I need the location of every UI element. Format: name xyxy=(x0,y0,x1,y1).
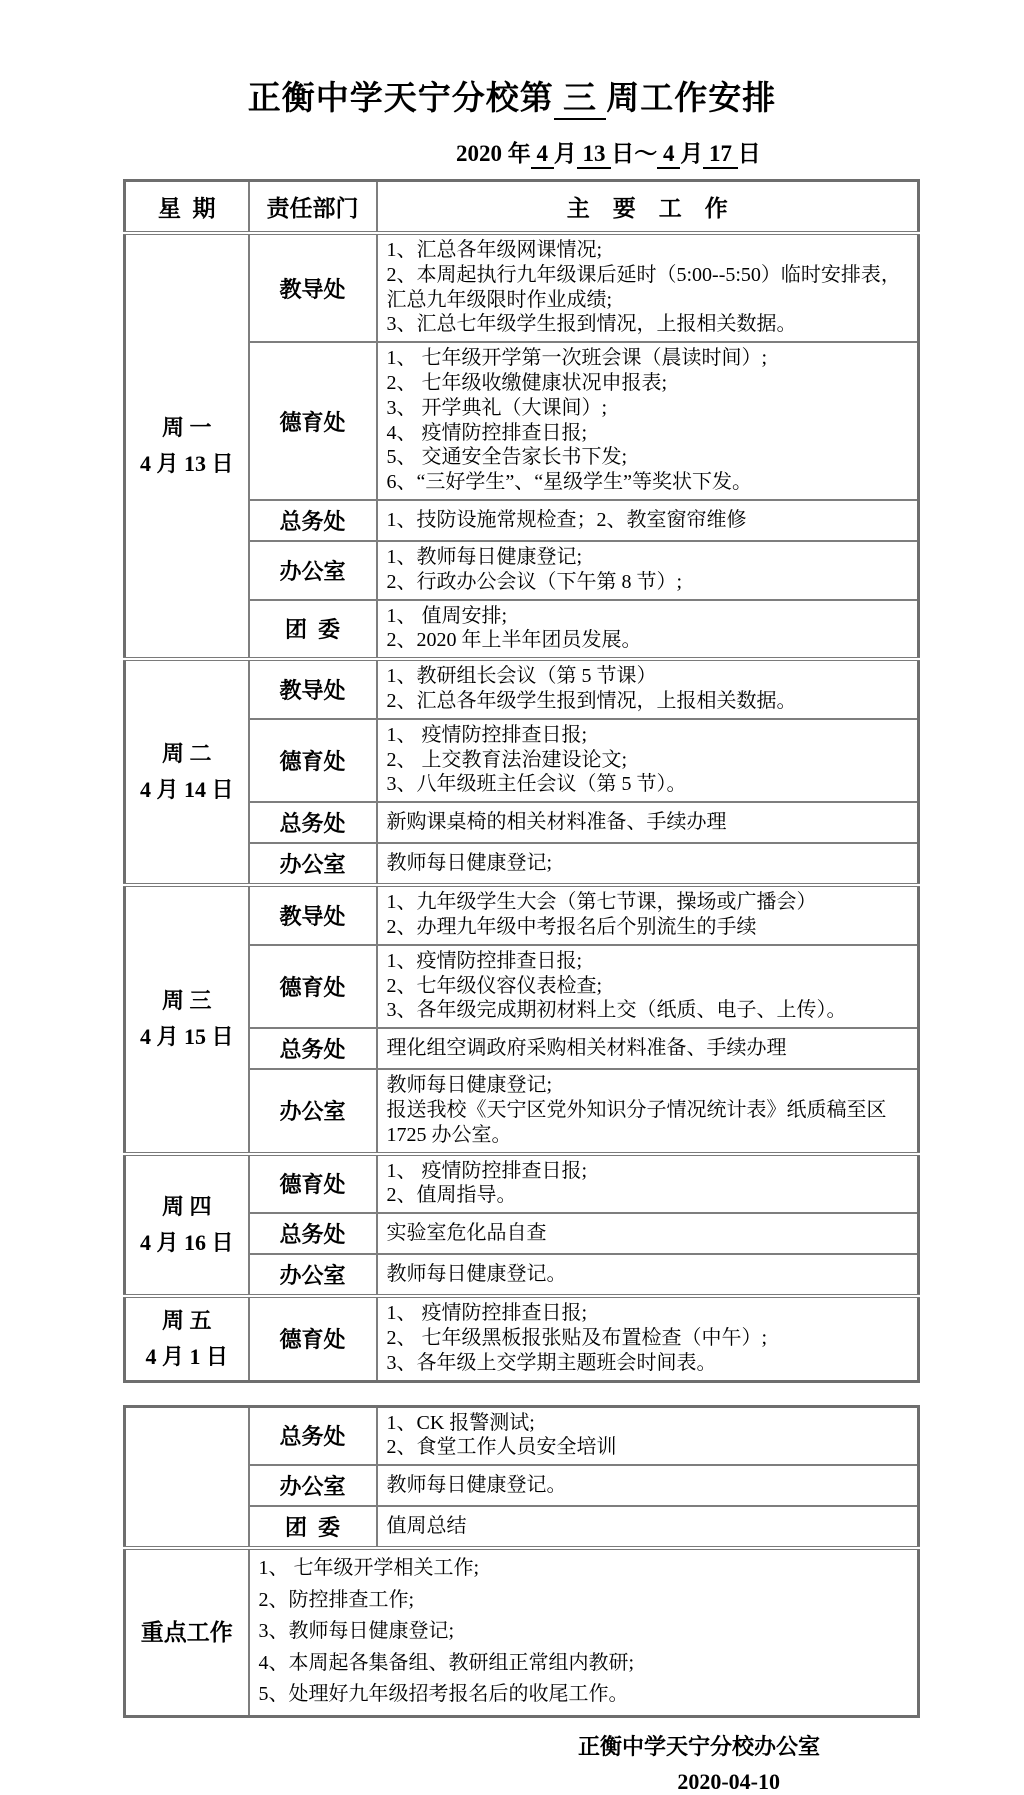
day-date: 4 月 1 日 xyxy=(145,1343,228,1369)
day-cell xyxy=(125,1154,249,1297)
date-text: 日 xyxy=(737,141,761,166)
work-cell xyxy=(377,1213,919,1254)
work-item: 2、 七年级黑板报张贴及布置检查（中午）; xyxy=(386,1326,768,1349)
work-cell xyxy=(377,1465,919,1506)
work-item: 2、 七年级收缴健康状况申报表; xyxy=(386,371,668,394)
work-item: 3、各年级上交学期主题班会时间表。 xyxy=(386,1351,717,1374)
work-item: 报送我校《天宁区党外知识分子情况统计表》纸质稿至区 1725 办公室。 xyxy=(386,1098,887,1146)
work-item: 教师每日健康登记。 xyxy=(386,1473,567,1496)
work-cell xyxy=(377,1069,919,1153)
department-cell: 办公室 xyxy=(249,1465,377,1506)
date-text: 月 xyxy=(553,141,577,166)
work-item: 1、 疫情防控排查日报; xyxy=(386,1302,588,1325)
table-row xyxy=(125,1548,919,1716)
column-header: 主 要 工 作 xyxy=(377,181,919,234)
day-name: 周 三 xyxy=(161,988,212,1014)
department-cell: 总务处 xyxy=(249,1406,377,1465)
day-date: 4 月 14 日 xyxy=(139,777,234,803)
work-item: 2、汇总各年级学生报到情况，上报相关数据。 xyxy=(386,689,797,712)
department-cell: 办公室 xyxy=(249,541,377,600)
department-cell: 总务处 xyxy=(249,802,377,843)
work-item: 教师每日健康登记; xyxy=(386,1074,553,1097)
work-item: 3、教师每日健康登记; xyxy=(258,1620,455,1643)
work-item: 1、 疫情防控排查日报; xyxy=(386,1159,588,1182)
work-item: 教师每日健康登记。 xyxy=(386,1262,567,1285)
work-cell xyxy=(377,1296,919,1381)
work-cell xyxy=(377,1028,919,1069)
department-cell: 教导处 xyxy=(249,659,377,719)
day-name: 周 四 xyxy=(161,1193,212,1219)
day-cell xyxy=(125,659,249,885)
work-item: 2、防控排查工作; xyxy=(258,1588,415,1611)
date-range xyxy=(456,135,1024,168)
department-cell: 总务处 xyxy=(249,1028,377,1069)
work-cell xyxy=(377,719,919,802)
work-item: 5、 交通安全告家长书下发; xyxy=(386,446,628,469)
day-cell xyxy=(125,885,249,1153)
work-item: 1、教师每日健康登记; xyxy=(386,545,583,568)
work-item: 6、“三好学生”、“星级学生”等奖状下发。 xyxy=(386,471,753,494)
work-item: 2、2020 年上半年团员发展。 xyxy=(386,629,642,652)
department-cell: 德育处 xyxy=(249,719,377,802)
additional-schedule-table xyxy=(123,1405,920,1719)
work-item: 1、疫情防控排查日报; xyxy=(386,949,583,972)
work-item: 1、教研组长会议（第 5 节课） xyxy=(386,665,657,688)
date-text: 日～ xyxy=(611,141,658,166)
work-item: 实验室危化品自查 xyxy=(386,1221,547,1244)
table-row xyxy=(125,1296,919,1381)
work-item: 3、八年级班主任会议（第 5 节）。 xyxy=(386,773,687,796)
work-item: 2、本周起执行九年级课后延时（5:00--5:50）临时安排表，汇总九年级限时作业成绩; xyxy=(386,263,901,311)
table-row xyxy=(125,1154,919,1214)
document-title xyxy=(0,0,1024,119)
work-item: 4、 疫情防控排查日报; xyxy=(386,421,588,444)
department-cell: 教导处 xyxy=(249,885,377,945)
work-item: 1、技防设施常规检查；2、教室窗帘维修 xyxy=(386,508,747,531)
day-date: 4 月 15 日 xyxy=(139,1024,234,1050)
day-date: 4 月 13 日 xyxy=(139,451,234,477)
department-cell: 总务处 xyxy=(249,1213,377,1254)
key-work-label: 重点工作 xyxy=(125,1548,249,1716)
work-cell xyxy=(377,233,919,342)
department-cell: 办公室 xyxy=(249,1254,377,1296)
day-cell xyxy=(125,1296,249,1381)
work-cell xyxy=(377,659,919,719)
key-work-cell xyxy=(249,1548,919,1716)
work-item: 2、 上交教育法治建设论文; xyxy=(386,748,628,771)
table-row xyxy=(125,659,919,719)
work-item: 5、处理好九年级招考报名后的收尾工作。 xyxy=(258,1683,629,1706)
date-underlined-value: 17 xyxy=(703,141,738,169)
weekly-schedule-table xyxy=(123,179,920,1383)
work-item: 1、汇总各年级网课情况; xyxy=(386,239,603,261)
department-cell: 德育处 xyxy=(249,342,377,500)
date-underlined-value: 4 xyxy=(531,141,554,169)
work-item: 理化组空调政府采购相关材料准备、手续办理 xyxy=(386,1036,787,1059)
day-cell xyxy=(125,1406,249,1548)
department-cell: 德育处 xyxy=(249,945,377,1028)
department-cell: 办公室 xyxy=(249,843,377,885)
footer-office-name: 正衡中学天宁分校办公室 xyxy=(577,1734,820,1760)
work-item: 3、汇总七年级学生报到情况，上报相关数据。 xyxy=(386,313,797,336)
department-cell: 办公室 xyxy=(249,1069,377,1153)
work-item: 1、 值周安排; xyxy=(386,604,508,627)
department-cell: 团 委 xyxy=(249,1506,377,1548)
work-item: 2、值周指导。 xyxy=(386,1184,517,1207)
column-header: 星 期 xyxy=(125,181,249,234)
day-date: 4 月 16 日 xyxy=(139,1229,234,1255)
department-cell: 总务处 xyxy=(249,500,377,541)
header-row xyxy=(125,181,919,234)
work-cell xyxy=(377,1154,919,1214)
department-cell: 德育处 xyxy=(249,1296,377,1381)
work-cell xyxy=(377,1254,919,1296)
work-item: 教师每日健康登记; xyxy=(386,851,553,874)
department-cell: 教导处 xyxy=(249,233,377,342)
date-underlined-value: 13 xyxy=(577,141,612,169)
table-row xyxy=(125,1406,919,1465)
work-item: 1、 疫情防控排查日报; xyxy=(386,723,588,746)
day-name: 周 二 xyxy=(161,740,212,766)
work-cell xyxy=(377,945,919,1028)
work-item: 1、CK 报警测试; xyxy=(386,1411,535,1434)
title-week-number: 三 xyxy=(554,81,607,120)
work-cell xyxy=(377,1506,919,1548)
column-header: 责任部门 xyxy=(249,181,377,234)
work-cell xyxy=(377,541,919,600)
table-row xyxy=(125,233,919,342)
document-footer xyxy=(0,1730,1024,1795)
work-item: 2、食堂工作人员安全培训 xyxy=(386,1436,617,1459)
department-cell: 团 委 xyxy=(249,600,377,660)
work-item: 值周总结 xyxy=(386,1514,467,1537)
work-item: 1、 七年级开学相关工作; xyxy=(258,1557,480,1580)
day-name: 周 一 xyxy=(161,414,212,440)
work-item: 2、七年级仪容仪表检查; xyxy=(386,974,603,997)
title-suffix: 周工作安排 xyxy=(606,81,777,117)
work-item: 1、 七年级开学第一次班会课（晨读时间）; xyxy=(386,347,768,370)
work-item: 新购课桌椅的相关材料准备、手续办理 xyxy=(386,810,727,833)
day-name: 周 五 xyxy=(161,1307,212,1333)
work-cell xyxy=(377,802,919,843)
work-item: 3、 开学典礼（大课间）; xyxy=(386,396,608,419)
work-cell xyxy=(377,600,919,660)
date-text: 2020 年 xyxy=(456,141,531,166)
table-row xyxy=(125,885,919,945)
work-item: 2、行政办公会议（下午第 8 节）; xyxy=(386,570,683,593)
footer-date: 2020-04-10 xyxy=(677,1769,780,1795)
work-item: 4、本周起各集备组、教研组正常组内教研; xyxy=(258,1651,635,1674)
work-cell xyxy=(377,342,919,500)
title-prefix: 正衡中学天宁分校第 xyxy=(247,81,554,117)
date-text: 月 xyxy=(680,141,704,166)
work-cell xyxy=(377,1406,919,1465)
work-cell xyxy=(377,885,919,945)
date-underlined-value: 4 xyxy=(657,141,680,169)
work-item: 1、九年级学生大会（第七节课，操场或广播会） xyxy=(386,891,817,914)
work-cell xyxy=(377,843,919,885)
work-item: 3、各年级完成期初材料上交（纸质、电子、上传）。 xyxy=(386,999,847,1022)
work-item: 2、办理九年级中考报名后个别流生的手续 xyxy=(386,915,757,938)
work-cell xyxy=(377,500,919,541)
day-cell xyxy=(125,233,249,659)
department-cell: 德育处 xyxy=(249,1154,377,1214)
